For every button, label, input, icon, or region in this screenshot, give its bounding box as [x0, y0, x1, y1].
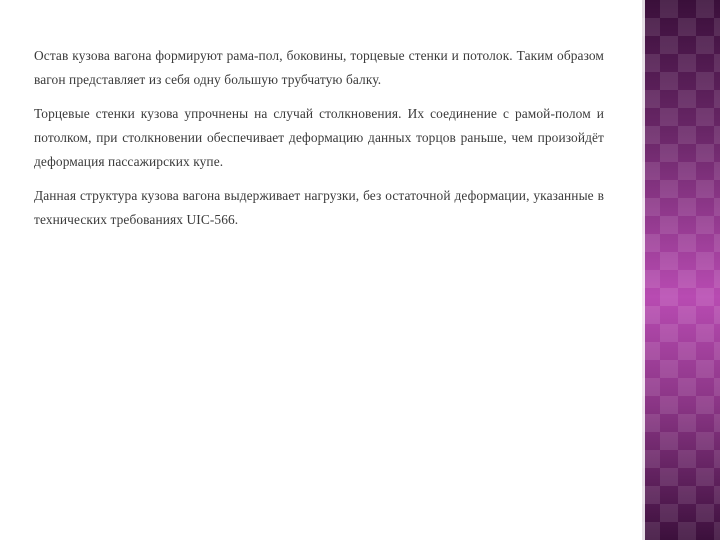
slide-body	[34, 44, 604, 242]
paragraph-body-frame: Остав кузова вагона формируют рама-пол, боковины, торцевые стенки и потолок. Таким образом вагон представляет из себя одну большую трубчатую балку.	[34, 48, 604, 87]
decorative-side-panel	[642, 0, 720, 540]
paragraph-load-requirements: Данная структура кузова вагона выдерживает нагрузки, без остаточной деформации, указанные в технических требованиях UIC-566.	[34, 188, 604, 227]
paragraph-end-walls: Торцевые стенки кузова упрочнены на случай столкновения. Их соединение с рамой-полом и потолком, при столкновении обеспечивает деформацию данных торцов раньше, чем произойдёт деформация пассажирских купе.	[34, 106, 604, 169]
